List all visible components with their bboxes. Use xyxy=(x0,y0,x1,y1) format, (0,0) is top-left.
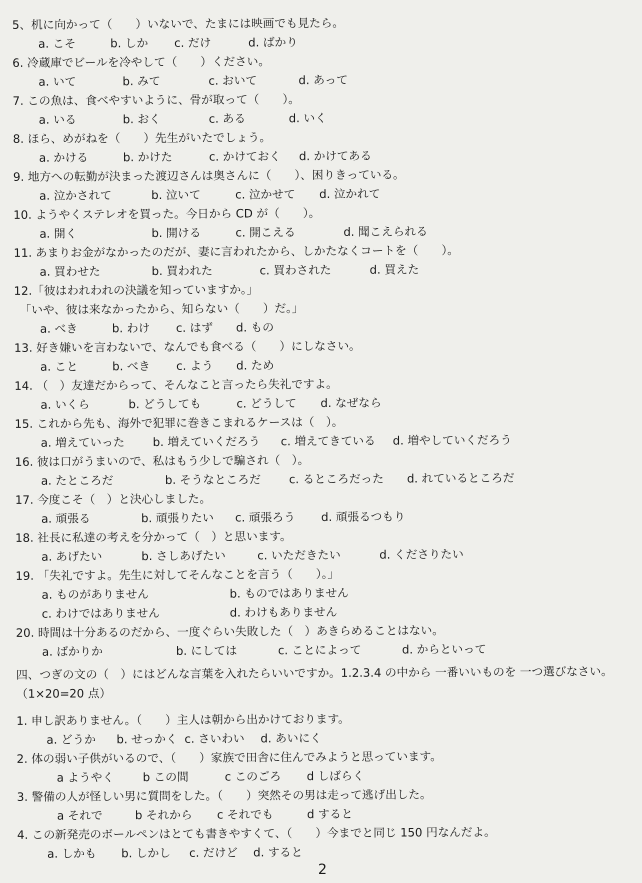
question-text: 19. 「失礼ですよ。先生に対してそんなことを言う（ ）。」 xyxy=(15,566,340,583)
answer-options xyxy=(17,803,637,826)
answer-option: d. 泣かれて xyxy=(319,186,381,202)
answer-options xyxy=(17,841,637,864)
answer-option: d. わけもありません xyxy=(229,604,338,620)
question-text: 13. 好き嫌いを言わないで、なんでも食べる（ ）にしなさい。 xyxy=(14,338,361,355)
answer-option: a それで xyxy=(56,808,103,823)
answer-option: b. どうしても xyxy=(128,396,202,412)
answer-option: a. こと xyxy=(40,359,78,374)
answer-option: a. 泣かされて xyxy=(39,188,112,203)
answer-option: b. しかし xyxy=(121,845,171,861)
question-text: 17. 今度こそ（ ）と決心しました。 xyxy=(15,491,212,507)
answer-option: a. ばかりか xyxy=(41,644,103,659)
answer-option: d. いく xyxy=(288,110,327,126)
answer-option: d. れているところだ xyxy=(406,470,515,486)
answer-option: b. 開ける xyxy=(151,225,201,241)
answer-option: b. みて xyxy=(122,73,161,89)
answer-option: c. 泣かせて xyxy=(235,187,296,202)
answer-option: b. かけた xyxy=(122,149,173,165)
answer-option: c. だけど xyxy=(189,845,238,860)
answer-option: a. こそ xyxy=(38,36,76,51)
question-list-part3 xyxy=(12,12,636,662)
answer-options xyxy=(16,601,636,624)
answer-options xyxy=(16,639,636,662)
answer-option: a ようやく xyxy=(56,770,114,785)
answer-options xyxy=(15,544,635,567)
question-text: 4. この新発売のボールペンはとても書きやすくて、（ ）今までと同じ 150 円なんだよ。 xyxy=(17,824,496,842)
question-text: 16. 彼は口がうまいので、私はもう少しで騙され（ ）。 xyxy=(14,453,310,469)
answer-option: c. 買わされた xyxy=(259,262,332,278)
answer-option: d. あって xyxy=(298,72,348,88)
answer-option: b. 頑張りたい xyxy=(141,510,214,526)
answer-option: b. ものではありません xyxy=(229,585,349,601)
question-text: 15. これから先も、海外で犯罪に巻きこまれるケースは（ ）。 xyxy=(14,414,344,431)
answer-options xyxy=(12,31,632,54)
answer-option: a. どうか xyxy=(46,732,96,747)
answer-options xyxy=(15,506,635,529)
answer-option: c. さいわい xyxy=(184,731,245,746)
answer-option: d. もの xyxy=(235,320,274,335)
answer-option: b. べき xyxy=(112,359,151,374)
answer-option: b. 増えていくだろう xyxy=(152,434,261,450)
question-text: 7. この魚は、食べやすいように、骨が取って（ ）。 xyxy=(12,92,300,108)
answer-option: b この間 xyxy=(142,769,189,785)
answer-options xyxy=(13,145,633,168)
answer-option: d. からといって xyxy=(401,642,487,657)
answer-option: d. かけてある xyxy=(298,148,372,164)
answer-option: a. いくら xyxy=(40,397,90,412)
answer-option: a. しかも xyxy=(47,846,97,861)
question-text: 12.「彼はわれわれの決議を知っていますか。」 xyxy=(13,282,259,298)
answer-option: b. そうなところだ xyxy=(164,472,261,487)
answer-option: a. 開く xyxy=(39,226,78,241)
answer-option: d. 買えた xyxy=(369,262,420,277)
answer-option: a. かける xyxy=(38,150,89,165)
answer-option: b. おく xyxy=(122,111,161,127)
answer-option: b. 泣いて xyxy=(151,187,201,203)
answer-option: a. ものがありません xyxy=(41,587,149,602)
answer-option: c. ことによって xyxy=(277,642,362,658)
answer-option: a. たところだ xyxy=(40,473,114,488)
answer-option: c. いただきたい xyxy=(257,547,341,563)
answer-option: c. おいて xyxy=(208,73,258,88)
answer-option: c. はず xyxy=(175,320,213,335)
question-text: 6. 冷蔵庫でビールを冷やして（ ）ください。 xyxy=(12,54,270,70)
answer-option: c それでも xyxy=(216,807,274,822)
answer-option: d. なぜなら xyxy=(320,395,382,411)
question-text: 9. 地方への転勤が決まった渡辺さんは奥さんに（ ）、困りきっている。 xyxy=(13,167,405,184)
answer-option: c. どうして xyxy=(236,396,297,411)
answer-option: b. さしあげたい xyxy=(141,548,226,564)
answer-option: a. 買わせた xyxy=(39,264,101,279)
answer-option: c. だけ xyxy=(174,35,212,50)
answer-option: b. にしては xyxy=(175,643,238,658)
question-text: 20. 時間は十分あるのだから、一度ぐらい失敗した（ ）あきらめることはない。 xyxy=(15,623,444,640)
question-text: 2. 体の弱い子供がいるので、（ ）家族で田舎に住んでみようと思っています。 xyxy=(16,749,442,766)
answer-option: d すると xyxy=(306,806,353,822)
answer-option: d. 聞こえられる xyxy=(343,224,428,239)
question-text: 3. 警備の人が怪しい男に質問をした。（ ）突然その男は走って逃げ出した。 xyxy=(16,787,432,804)
answer-options xyxy=(13,183,633,206)
question-text: 14. （ ）友達だからって、そんなこと言ったら失礼ですよ。 xyxy=(14,376,338,393)
answer-option: b. せっかく xyxy=(116,731,178,747)
answer-option: d. 増やしていくだろう xyxy=(392,432,512,448)
question-list-part4 xyxy=(16,708,637,864)
answer-options xyxy=(13,107,633,130)
answer-option: a. べき xyxy=(39,321,78,336)
answer-option: c. 開こえる xyxy=(235,225,296,240)
answer-option: c このごろ xyxy=(224,769,282,784)
answer-option: c. 頑張ろう xyxy=(235,510,296,525)
question-text: 5、机に向かって（ ）いないで、たまには映画でも見たら。 xyxy=(12,15,344,32)
answer-option: d しばらく xyxy=(306,768,365,784)
answer-options xyxy=(12,69,632,92)
answer-options xyxy=(15,430,635,453)
answer-options xyxy=(16,727,636,750)
answer-option: a. あげたい xyxy=(41,549,103,564)
answer-option: c. 増えてきている xyxy=(280,433,376,449)
answer-options xyxy=(14,354,634,377)
answer-option: a. 頑張る xyxy=(41,511,91,526)
answer-option: d. 頑張るつもり xyxy=(321,509,406,525)
question-text: 1. 申し訳ありません。（ ）主人は朝から出かけております。 xyxy=(16,711,350,728)
page-number: 2 xyxy=(318,862,327,878)
answer-option: b. 買われた xyxy=(151,263,213,279)
answer-options xyxy=(14,392,634,415)
answer-option: c. るところだった xyxy=(288,471,384,487)
answer-option: b. しか xyxy=(110,36,149,51)
answer-option: d. くださりたい xyxy=(379,547,464,562)
answer-option: d. ばかり xyxy=(248,35,298,50)
question-text: 10. ようやくステレオを買った。今日から CD が（ ）。 xyxy=(13,206,321,222)
answer-options xyxy=(15,468,635,491)
answer-option: d. あいにく xyxy=(260,731,322,746)
question-text: 8. ほら、めがねを（ ）先生がいたでしょう。 xyxy=(12,130,272,146)
answer-option: d. ため xyxy=(236,358,275,373)
answer-option: b それから xyxy=(134,807,193,823)
answer-option: c. ある xyxy=(208,111,246,126)
answer-option: a. いる xyxy=(38,112,77,127)
answer-option: b. わけ xyxy=(111,321,150,336)
answer-option: c. よう xyxy=(176,358,214,373)
answer-option: c. かけておく xyxy=(208,149,281,164)
question-text: 「いや、彼は来なかったから、知らない（ ）だ。」 xyxy=(13,301,304,317)
question-text: 18. 社長に私達の考えを分かって（ ）と思います。 xyxy=(15,529,292,545)
answer-options xyxy=(17,765,637,788)
question-text: 11. あまりお金がなかったのだが、妻に言われたから、しかたなくコートを（ ）。 xyxy=(13,243,459,260)
answer-options xyxy=(14,259,634,282)
answer-option: a. 増えていった xyxy=(40,435,125,450)
section4-instructions: 四、つぎの文の（ ）にはどんな言葉を入れたらいいですか。1.2.3.4 の中から 一番いいものを 一つ選びなさい。（1×20=20 点） xyxy=(16,664,613,701)
answer-option: c. わけではありません xyxy=(41,605,160,621)
answer-option: a. いて xyxy=(38,74,77,89)
answer-options xyxy=(13,221,633,244)
answer-option: d. すると xyxy=(253,845,303,860)
answer-options xyxy=(14,316,634,339)
